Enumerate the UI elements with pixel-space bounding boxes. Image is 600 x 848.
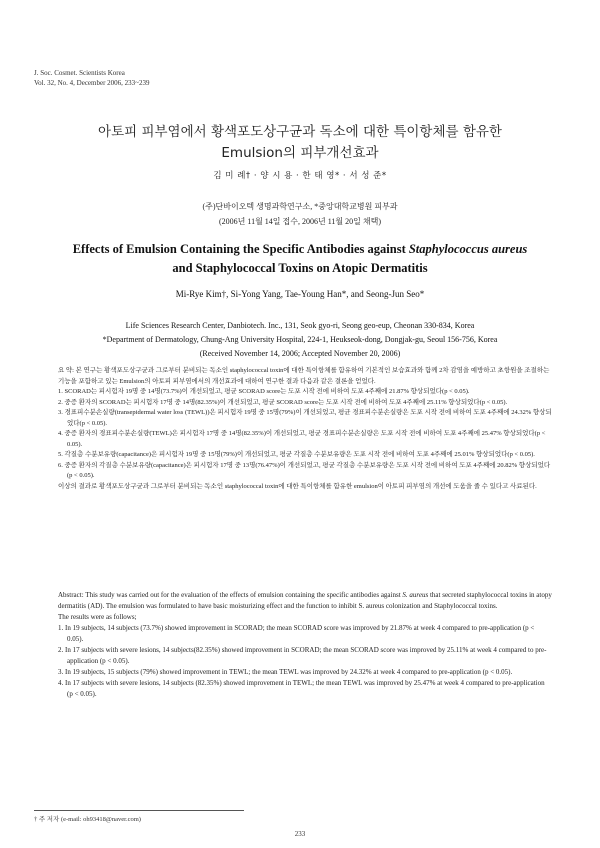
english-affiliation	[0, 319, 600, 361]
list-item: 2. In 17 subjects with severe lesions, 14 subjects(82.35%) showed improvement in SCORAD; the mean SCORAD score was improved by 25.11% at week 4 compared to pre-application (p < 0.05).	[58, 646, 547, 665]
korean-abstract	[58, 366, 552, 492]
korean-title-line2: Emulsion의 피부개선효과	[221, 145, 379, 161]
list-item: 1. SCORAD는 피시험자 19명 중 14명(73.7%)이 개선되었고, 평균 SCORAD score는 도포 시작 전에 비하여 도포 4주째에 21.87% 향상되었다(p < 0.05).	[58, 388, 470, 395]
journal-header	[34, 69, 149, 88]
english-authors: Mi-Rye Kim†, Si-Yong Yang, Tae-Young Han*, and Seong-Jun Seo*	[175, 289, 425, 299]
list-item: 2. 중증 환자의 SCORAD는 피시험자 17명 중 14명(82.35%)이 개선되었고, 평균 SCORAD score는 도포 시작 전에 비하여 도포 4주째에 25.11% 향상되었다(p < 0.05).	[58, 398, 508, 406]
list-item: 6. 중증 환자의 각질층 수분보유량(capacitance)은 피시험자 17명 중 13명(76.47%)이 개선되었고, 평균 각질층 수분보유량은 도포 시작 전에 비하여 도포 4주째에 20.82% 향상되었다(p < 0.05).	[58, 461, 551, 479]
english-title	[0, 240, 600, 278]
korean-received-dates: (2006년 11월 14일 접수, 2006년 11월 20일 채택)	[218, 217, 381, 226]
korean-title-line1: 아토피 피부염에서 황색포도상구균과 독소에 대한 특이항체를 함유한	[98, 124, 502, 140]
list-item: 5. 각질층 수분보유량(capacitance)은 피시험자 19명 중 15명(79%)이 개선되었고, 평균 각질층 수분보유량은 도포 시작 전에 비하여 도포 4주째에 25.01% 향상되었다(p < 0.05).	[58, 451, 535, 458]
korean-affiliation-line: (주)단바이오텍 생명과학연구소, *중앙대학교병원 피부과	[202, 202, 398, 211]
received-accepted-dates: (Received November 14, 2006; Accepted November 20, 2006)	[199, 349, 401, 358]
english-title-line1: Effects of Emulsion Containing the Specific Antibodies against Staphylococcus aureus	[72, 242, 528, 256]
korean-affiliation	[0, 199, 600, 229]
affiliation-danbiotech: Life Sciences Research Center, Danbiotech. Inc., 131, Seok gyo-ri, Seong geo-eup, Cheonan 330-834, Korea	[125, 321, 475, 330]
results-intro: The results were as follows;	[58, 613, 137, 621]
korean-authors: 김 미 례† · 양 시 용 · 한 태 영* · 서 성 준*	[213, 171, 387, 181]
english-title-line2: and Staphylococcal Toxins on Atopic Dermatitis	[172, 261, 428, 275]
korean-abstract-intro: 요 약: 본 연구는 황색포도상구균과 그로부터 분비되는 독소인 staphylococcal toxin에 대한 특이항체를 함유하여 기본적인 보습효과와 함께 2차 감염을 예방하고 초항원을 조절하는 기능을 포함하고 있는 Emulsion의 아토피 피부염에서의 개선효과에 대하여 연구한 결과 다음과 같은 결론을 얻었다.	[58, 367, 550, 385]
korean-results-list	[58, 387, 552, 482]
list-item: 3. In 19 subjects, 15 subjects (79%) showed improvement in TEWL; the mean TEWL was improved by 24.32% at week 4 compared to pre-application (p < 0.05).	[58, 668, 513, 676]
english-abstract	[58, 590, 552, 700]
korean-abstract-conclusion: 이상의 결과로 황색포도상구균과 그로부터 분비되는 독소인 staphylococcal toxin에 대한 특이항체를 함유한 emulsion이 아토피 피부염의 개선에 도움을 줄 수 있다고 사료된다.	[58, 482, 537, 490]
affiliation-chung-ang: *Department of Dermatology, Chung-Ang University Hospital, 224-1, Heukseok-dong, Dongjak-gu, Seoul 156-756, Korea	[102, 335, 498, 344]
list-item: 1. In 19 subjects, 14 subjects (73.7%) showed improvement in SCORAD; the mean SCORAD score was improved by 21.87% at week 4 compared to pre-application (p < 0.05).	[58, 624, 535, 643]
journal-name: J. Soc. Cosmet. Scientists Korea	[34, 69, 125, 77]
list-item: 4. In 17 subjects with severe lesions, 14 subjects (82.35%) showed improvement in TEWL; the mean TEWL was improved by 25.47% at week 4 compared to pre-application (p < 0.05).	[58, 679, 545, 698]
korean-title	[0, 122, 600, 164]
english-abstract-body: Abstract: This study was carried out for the evaluation of the effects of emulsion containing the specific antibodies against S. aureus that secreted staphylococcal toxins in atopy dermatitis (AD). The emulsion was formulated to have basic moisturizing effect and the function to inhibit S. aureus colonization and Staphylococcal toxins.	[58, 591, 552, 610]
journal-volume: Vol. 32, No. 4, December 2006, 233~239	[34, 78, 150, 87]
list-item: 4. 중증 환자의 경표피수분손실량(TEWL)은 피시험자 17명 중 14명(82.35%)이 개선되었고, 평균 경표피수분손실량은 도포 시작 전에 비하여 도포 4주째에 25.47% 향상되었다(p < 0.05).	[58, 430, 546, 448]
abstract-label: Abstract:	[58, 591, 84, 599]
footnote: † 주 저자 (e-mail: oh93418@naver.com)	[34, 816, 141, 823]
english-results-list	[58, 623, 552, 700]
species-name: Staphylococcus aureus	[408, 242, 528, 256]
footnote-divider	[34, 810, 244, 811]
page-number: 233	[294, 830, 306, 838]
list-item: 3. 경표피수분손실량(transepidermal water loss (TEWL))은 피시험자 19명 중 15명(79%)이 개선되었고, 평균 경표피수분손실량은 도포 시작 전에 비하여 도포 4주째에 24.32% 향상되었다(p < 0.05).	[58, 409, 552, 427]
